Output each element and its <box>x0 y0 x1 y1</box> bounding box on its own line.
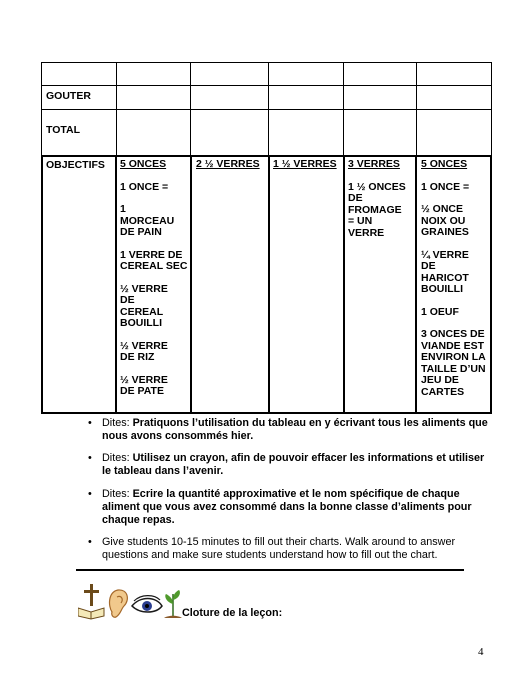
closing-icons <box>78 584 182 618</box>
bullet-icon: • <box>88 536 92 548</box>
objective-item: 1 ONCE = <box>421 180 470 193</box>
closing-heading: Cloture de la leçon: <box>182 607 283 619</box>
objective-item: 1 MORCEAU DE PAIN <box>120 203 175 238</box>
objective-item: ½ VERRE DE CEREAL BOUILLI <box>120 282 168 329</box>
eye-icon <box>132 596 162 612</box>
objective-item: 1 OEUF <box>421 305 459 318</box>
objective-col-dairy <box>348 159 416 250</box>
objective-item: ½ VERRE DE PATE <box>120 373 168 397</box>
objective-item: ¼ VERRE DE HARICOT BOUILLI <box>421 248 469 295</box>
objective-col-grains <box>120 159 188 409</box>
objective-col-vegetables <box>196 159 268 182</box>
meal-chart-table <box>41 62 492 414</box>
objective-header: 5 ONCES <box>120 158 167 170</box>
objective-col-protein <box>421 159 491 409</box>
objective-item: 3 ONCES DE VIANDE EST ENVIRON LA TAILLE D’UN JEU DE CARTES <box>421 328 486 398</box>
objective-item: 1 ½ ONCES DE FROMAGE = UN VERRE <box>348 180 406 239</box>
divider <box>76 569 464 571</box>
bullet-icon: • <box>88 488 92 500</box>
objective-header: 2 ½ VERRES <box>196 158 260 170</box>
bullet-icon: • <box>88 452 92 464</box>
row-label-total: TOTAL <box>46 124 81 136</box>
bullet-icon: • <box>88 417 92 429</box>
row-label-gouter: GOUTER <box>46 90 91 102</box>
sprout-icon <box>164 590 182 618</box>
objective-item: 1 VERRE DE CEREAL SEC <box>120 248 188 272</box>
page-number: 4 <box>478 646 484 658</box>
cross-book-icon <box>78 584 104 619</box>
ear-icon <box>110 590 128 617</box>
objective-header: 1 ½ VERRES <box>273 158 337 170</box>
objective-item: ½ VERRE DE RIZ <box>120 339 168 363</box>
objective-header: 5 ONCES <box>421 158 468 170</box>
row-label-objectifs: OBJECTIFS <box>46 159 105 171</box>
objective-item: 1 ONCE = <box>120 180 169 193</box>
objective-header: 3 VERRES <box>348 158 400 170</box>
objective-col-fruits <box>273 159 343 182</box>
objective-item: ½ ONCE NOIX OU GRAINES <box>421 203 469 238</box>
